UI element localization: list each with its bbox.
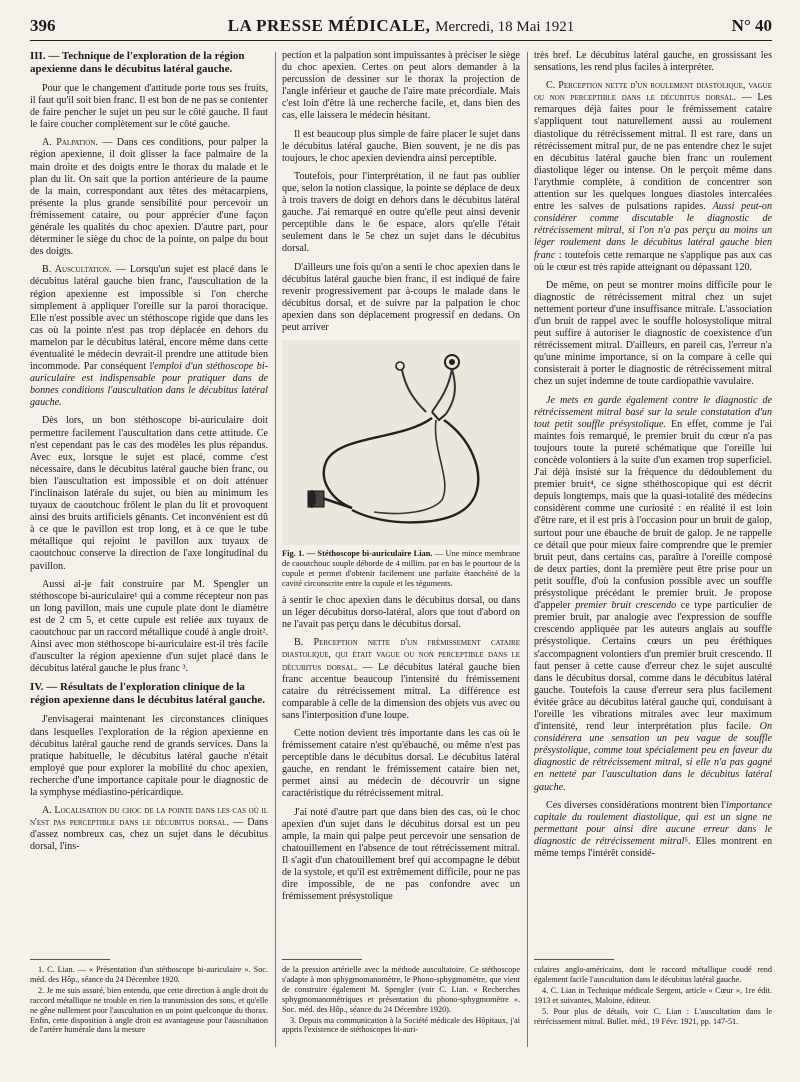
paragraph bbox=[282, 637, 520, 722]
paragraph-text: ce type particulier de premier bruit, par analogie avec l'expression de souffle crescendo appliquée par les auteurs anglais au souffle présystolique. Certains cœurs un peu éréthiques s'accompagnent volontiers d'un premier bruit crescendo. Il faut penser à cette cause d'erreur chez le sujet ausculté dans le décubitus dorsal, comme dans le décubitus latéral gauche. Toutefois la cause d'erreur sera plus facilement évitée grâce au décubitus latéral gauche qui, conduisant à l'oreille les vibrations mitrales avec leur maximum d'intensité, rend leur interprétation plus facile. bbox=[534, 600, 772, 733]
paragraph: De même, on peut se montrer moins difficile pour le diagnostic de rétrécissement mitral chez un sujet nettement porteur d'une insuffisance mitrale. L'association d'un bruit de rappel avec le souffle holosystolique mitral peut suffire à autoriser le diagnostic de coexistence d'un rétrécissement mitral. D'ailleurs, en pareil cas, l'erreur n'a qu'une minime importance, si on la compare à celle qui consisterait à porter le diagnostic de rétrécissement mitral chez un sujet indemne de toute cardiopathie vavulaire. bbox=[534, 279, 772, 388]
column-3 bbox=[534, 50, 772, 955]
section-heading-iii: III. — Technique de l'exploration de la région apexienne dans le décubitus latéral gauche. bbox=[30, 50, 245, 75]
column-2 bbox=[282, 50, 520, 955]
paragraph-text: Ces diverses considérations montrent bien l' bbox=[546, 799, 727, 811]
paragraph bbox=[30, 264, 268, 409]
column-1 bbox=[30, 50, 268, 955]
paragraph-text: — Dans d'assez nombreux cas, chez un sujet dans le décubitus dorsal, l'ins- bbox=[30, 817, 268, 853]
column-rule-1 bbox=[275, 52, 276, 1047]
paragraph bbox=[30, 805, 268, 853]
issue-date: Mercredi, 18 Mai 1921 bbox=[435, 19, 575, 35]
page-header bbox=[30, 14, 772, 41]
paragraph-lead: B. Auscultation. bbox=[42, 264, 112, 276]
paragraph: Il est beaucoup plus simple de faire placer le sujet dans le décubitus latéral gauche. Bien souvent, je ne dis pas toujours, le choc apexien deviendra ainsi perceptible. bbox=[282, 128, 520, 164]
paragraph bbox=[30, 137, 268, 258]
footnotes-column-3 bbox=[534, 965, 772, 1065]
footnote: de la pression artérielle avec la méthode auscultatoire. Ce stéthoscope s'adapte à mon sphygmomanomètre, le Phono-sphygmomètre, que vient de construire également M. Spengler (voir C. Lian. « Recherches sphygmomanométriques et présentation du phono-sphygmomètre ». Soc. méd. des Hôp., séance du 24 Décembre 1920). bbox=[282, 965, 520, 1014]
caption-lead: Fig. 1. — Stéthoscope bi-auriculaire Lian. bbox=[282, 549, 433, 559]
paragraph: Toutefois, pour l'interprétation, il ne faut pas oublier que, selon la notion classique, la pointe se déplace de deux à trois travers de doigt en dehors dans le décubitus latéral gauche. J'ai remarqué en outre qu'elle peut ainsi devenir perceptible dans le 6e espace, alors qu'elle l'était seulement dans le 5e chez un sujet dans le décubitus dorsal. bbox=[282, 170, 520, 255]
paragraph bbox=[534, 395, 772, 794]
paragraph: Dès lors, un bon stéthoscope bi-auriculaire doit permettre facilement l'auscultation dans cette attitude. Ce n'est cependant pas le cas des modèles les plus répandus. Avec eux, lorsque le sujet est placé, comme c'est nécessaire, dans le décubitus latéral gauche bien franc, ou bien l'auscultation est impossible et on doit atténuer l'inclinaison latérale du sujet, ou bien au minimum les tuyaux de caoutchouc frôlent le plan du lit et provoquent ainsi des bruits artificiels gênants. Cet inconvénient est dû à ce que le pavillon est trop long, et à ce que le tube métallique qui rejoint le pavillon aux tuyaux de caoutchouc conserve la direction de l'axe longitudinal du pavillon. bbox=[30, 415, 268, 572]
emphasis-text: Aussi peut-on considérer comme discutable le diagnostic de rétrécissement mitral, si l'on n'a pas perçu au moins un léger roulement dans le décubitus latéral gauche bien franc bbox=[534, 201, 772, 261]
footnotes-column-2 bbox=[282, 965, 520, 1065]
paragraph bbox=[534, 80, 772, 274]
emphasis-text: emploi d'un stéthoscope bi-auriculaire est indispensable pour pratiquer dans de bonnes conditions l'auscultation dans le décubitus latéral gauche. bbox=[30, 361, 268, 409]
paragraph-text: — Les remarques déjà faites pour le frémissement cataire s'appliquent tout naturellement aussi au roulement diastolique du rétrécissement mitral. Il est rare, dans un rétrécissement mitral pur, de ne pas entendre chez le sujet en décubitus latéral gauche bien franc un roulement diastolique léger ou intense. On le perçoit même dans l'arythmie complète, à condition de concentrer son attention sur les quelques longues diastoles intercalées entre les salves de pulsations rapides. bbox=[534, 92, 772, 213]
footnote: culaires anglo-américains, dont le raccord métallique coudé rend également facile l'auscultation dans le décubitus latéral gauche. bbox=[534, 965, 772, 984]
paragraph: pection et la palpation sont impuissantes à préciser le siège du choc apexien. Certes on peut alors demander à la percussion de dessiner sur le thorax la projection de l'angle inférieur et gauche de l'aire mate précordiale. Mais c'est loin d'être là une recherche facile, et, dans bien des cas, elle laissera le médecin hésitant. bbox=[282, 50, 520, 122]
paragraph-lead: A. Palpation. bbox=[42, 137, 98, 149]
journal-name: LA PRESSE MÉDICALE, bbox=[227, 16, 431, 35]
paragraph: J'envisagerai maintenant les circonstances cliniques dans lesquelles l'exploration de la région apexienne en décubitus latéral gauche rend de grands services. Dans la pratique habituelle, le décubitus latéral gauche n'était employé que pour explorer la mobilité du choc apexien, recherche d'une importance capitale pour le diagnostic de la symphyse médiastino-péricardique. bbox=[30, 714, 268, 798]
page-number: 396 bbox=[30, 16, 56, 35]
emphasis-text: Je mets en garde également contre le diagnostic de rétrécissement mitral basé sur la seule constatation d'un tout petit souffle présystolique. bbox=[534, 394, 772, 430]
figure-caption bbox=[282, 549, 520, 589]
paragraph: Cette notion devient très importante dans les cas où le frémissement cataire n'est qu'ébauché, ou même n'est pas perceptible dans le décubitus dorsal. Le décubitus latéral gauche, en rendant le frémissement cataire bien net, permet ainsi au médecin de découvrir un signe caractéristique du rétrécissement mitral. bbox=[282, 728, 520, 800]
paragraph: D'ailleurs une fois qu'on a senti le choc apexien dans le décubitus latéral gauche bien franc, il est indiqué de faire revenir progressivement par à-coups le malade dans le décubitus dorsal, et de suivre par la palpation le choc apexien dans son déplacement progressif en dedans. On peut arriver bbox=[282, 261, 520, 333]
column-rule-2 bbox=[527, 52, 528, 1047]
section-heading-iv: IV. — Résultats de l'exploration clinique de la région apexienne dans le décubitus latéral gauche. bbox=[30, 681, 265, 707]
emphasis-text: On considérera une sensation un peu vague de souffle présystolique, comme tout spécialement peu en faveur du diagnostic de rétrécissement mitral, si elle n'a pas gagné en netteté par l'auscultation dans le décubitus latéral gauche. bbox=[534, 721, 772, 793]
paragraph: Pour que le changement d'attitude porte tous ses fruits, il faut qu'il soit bien franc. Il est bon de ne pas se contenter de faire pencher le sujet un peu sur le côté gauche. Il faut le faire coucher complètement sur le côté gauche. bbox=[30, 83, 268, 131]
footnote: 4. C. Lian in Technique médicale Sergent, article « Cœur », 1re édit. 1913 et suivantes, Maloine, éditeur. bbox=[534, 985, 772, 1005]
paragraph-text: ⁵. Elles montrent en même temps l'intérêt considé- bbox=[534, 835, 772, 859]
paragraph-text: : toutefois cette remarque ne s'applique pas aux cas où le cœur est très rapide atteignant ou dépassant 120. bbox=[534, 249, 772, 273]
paragraph-text: — Le décubitus latéral gauche bien franc accentue beaucoup l'intensité du frémissement cataire du rétrécissement mitral. La différence est comparable à celle de la dimension des objets vus avec ou sans l'interposition d'une loupe. bbox=[282, 661, 520, 721]
paragraph: très bref. Le décubitus latéral gauche, en grossissant les sensations, les rend plus faciles à interpréter. bbox=[534, 50, 772, 74]
paragraph bbox=[534, 800, 772, 860]
caption-text: — Une mince membrane de caoutchouc souple déborde de 4 millim. par en bas le pourtour de la cupule et permet d'obtenir facilement une parfaite étanchéité de la cavité circonscrite entre la cupule et les téguments. bbox=[282, 549, 520, 589]
footnote-rule bbox=[282, 959, 362, 960]
running-title bbox=[30, 16, 772, 36]
paragraph-text: — Lorsqu'un sujet est placé dans le décubitus latéral gauche bien franc, l'auscultation de la région apexienne est impossible si l'on cherche simplement à appliquer l'oreille sur la paroi thoracique. Elle n'est possible avec un stéthoscope rigide que dans les cas où la pointe n'est pas trop déplacée en dehors du mamelon par le décubitus latéral, encore même dans cette éventualité le médecin devrait-il prendre une attitude bien incommode. Par conséquent l' bbox=[30, 264, 268, 373]
issue-number: N° 40 bbox=[731, 16, 772, 35]
paragraph: à sentir le choc apexien dans le décubitus dorsal, ou dans un léger décubitus dorso-latéral, alors que tout d'abord on ne l'avait pas perçu dans le décubitus dorsal. bbox=[282, 595, 520, 631]
footnotes-column-1 bbox=[30, 965, 268, 1065]
stethoscope-illustration bbox=[282, 340, 520, 545]
footnote: 2. Je me suis assuré, bien entendu, que cette direction à angle droit du raccord métallique ne trouble en rien la transmission des sons, et qu'elle ne gêne nullement pour l'auscultation en un point quelconque du thorax. Enfin, cette disposition à angle droit est avantageuse pour l'auscultation de l'artère humérale dans la mesure bbox=[30, 985, 268, 1035]
footnote-rule bbox=[534, 959, 614, 960]
paragraph-lead: C. Perception nette d'un roulement diastolique, vague ou non perceptible dans le décubitus dorsal. bbox=[534, 80, 772, 104]
footnote: 3. Depuis ma communication à la Société médicale des Hôpitaux, j'ai appris l'existence de stéthoscopes bi-auri- bbox=[282, 1015, 520, 1035]
footnote-rule bbox=[30, 959, 110, 960]
paragraph: Aussi ai-je fait construire par M. Spengler un stéthoscope bi-auriculaire¹ qui a comme récepteur non pas un long pavillon, mais une cupule plate dont le diamètre est de 2 cm 5, et cette cupule est reliée aux tuyaux de caoutchouc par un raccord métallique coudé à angle droit². Ainsi avec mon stéthoscope bi-auriculaire est-il très facile d'ausculter la région apexienne d'un sujet placé dans le décubitus latéral gauche le plus franc ³. bbox=[30, 578, 268, 675]
paragraph-lead: A. Localisation du choc de la pointe dans les cas où il n'est pas perceptible dans le décubitus dorsal. bbox=[30, 805, 268, 829]
footnote: 1. C. Lian. — « Présentation d'un stéthoscope bi-auriculaire ». Soc. méd. des Hôp., séance du 24 Décembre 1920. bbox=[30, 965, 268, 984]
paragraph-lead: B. Perception nette d'un frémissement cataire diastolique, qui était vague ou non perceptible dans le décubitus dorsal. bbox=[282, 637, 520, 673]
emphasis-text: premier bruit crescendo bbox=[575, 600, 677, 612]
paragraph-text: — Dans ces conditions, pour palper la région apexienne, il doit glisser la face palmaire de la main droite et des doigts entre le thorax du malade et le plan du lit. On sait que la portion antérieure de la paume de la main, correspondant aux têtes des métacarpiens, présente la plus grande sensibilité pour percevoir un frémissement cataire, ou pour apprécier d'une façon générale les qualités du choc apexien. D'autre part, pour déterminer le siège du choc de la pointe, on palpe du bout des doigts. bbox=[30, 137, 268, 258]
emphasis-text: importance capitale du roulement diastolique, qui est un signe ne permettant pour ainsi dire aucune erreur dans le diagnostic de rétrécissement mitral bbox=[534, 799, 772, 847]
paragraph-text: En effet, comme je l'ai maintes fois remarqué, le premier bruit du cœur n'a pas toujours toute la pureté schématique que l'oreille lui concède volontiers à la suite d'un examen trop superficiel. J'ai déjà insisté sur la fréquence du dédoublement du premier bruit⁴, ce signe sthéthoscopique qui est décrit depuis longtemps, mais que la quasi-totalité des médecins considèrent comme une curiosité : en réalité il est loin d'être rare, et il est pris à l'occasion pour un bruit de galop, surtout pour une ébauche de bruit de galop. Je ne rappelle ce détail que pour mieux faire comprendre que le premier bruit peut, dans certains cas, paraître à l'oreille composé de deux parties, dont la première peut être prise pour un petit souffle, d'où la confusion possible avec un souffle présystolique précédant le premier bruit. Je propose d'appeler bbox=[534, 418, 772, 612]
stethoscope-figure bbox=[282, 340, 520, 589]
footnote: 5. Pour plus de détails, voir C. Lian : L'auscultation dans le rétrécissement mitral. Bullet. méd., 19 Févr. 1921, pp. 147-51. bbox=[534, 1006, 772, 1026]
paragraph: J'ai noté d'autre part que dans bien des cas, où le choc apexien d'un sujet dans le décubitus dorsal est un peu ample, la main qui palpe peut percevoir une sensation de chatouillement en l'absence de tout rétrécissement mitral. Il s'agit d'un chatouillement bref qui accompagne le début de la systole, et qu'il est extrêmement difficile, pour ne pas dire impossible, de ne pas confondre avec un frémissement présystolique bbox=[282, 806, 520, 903]
